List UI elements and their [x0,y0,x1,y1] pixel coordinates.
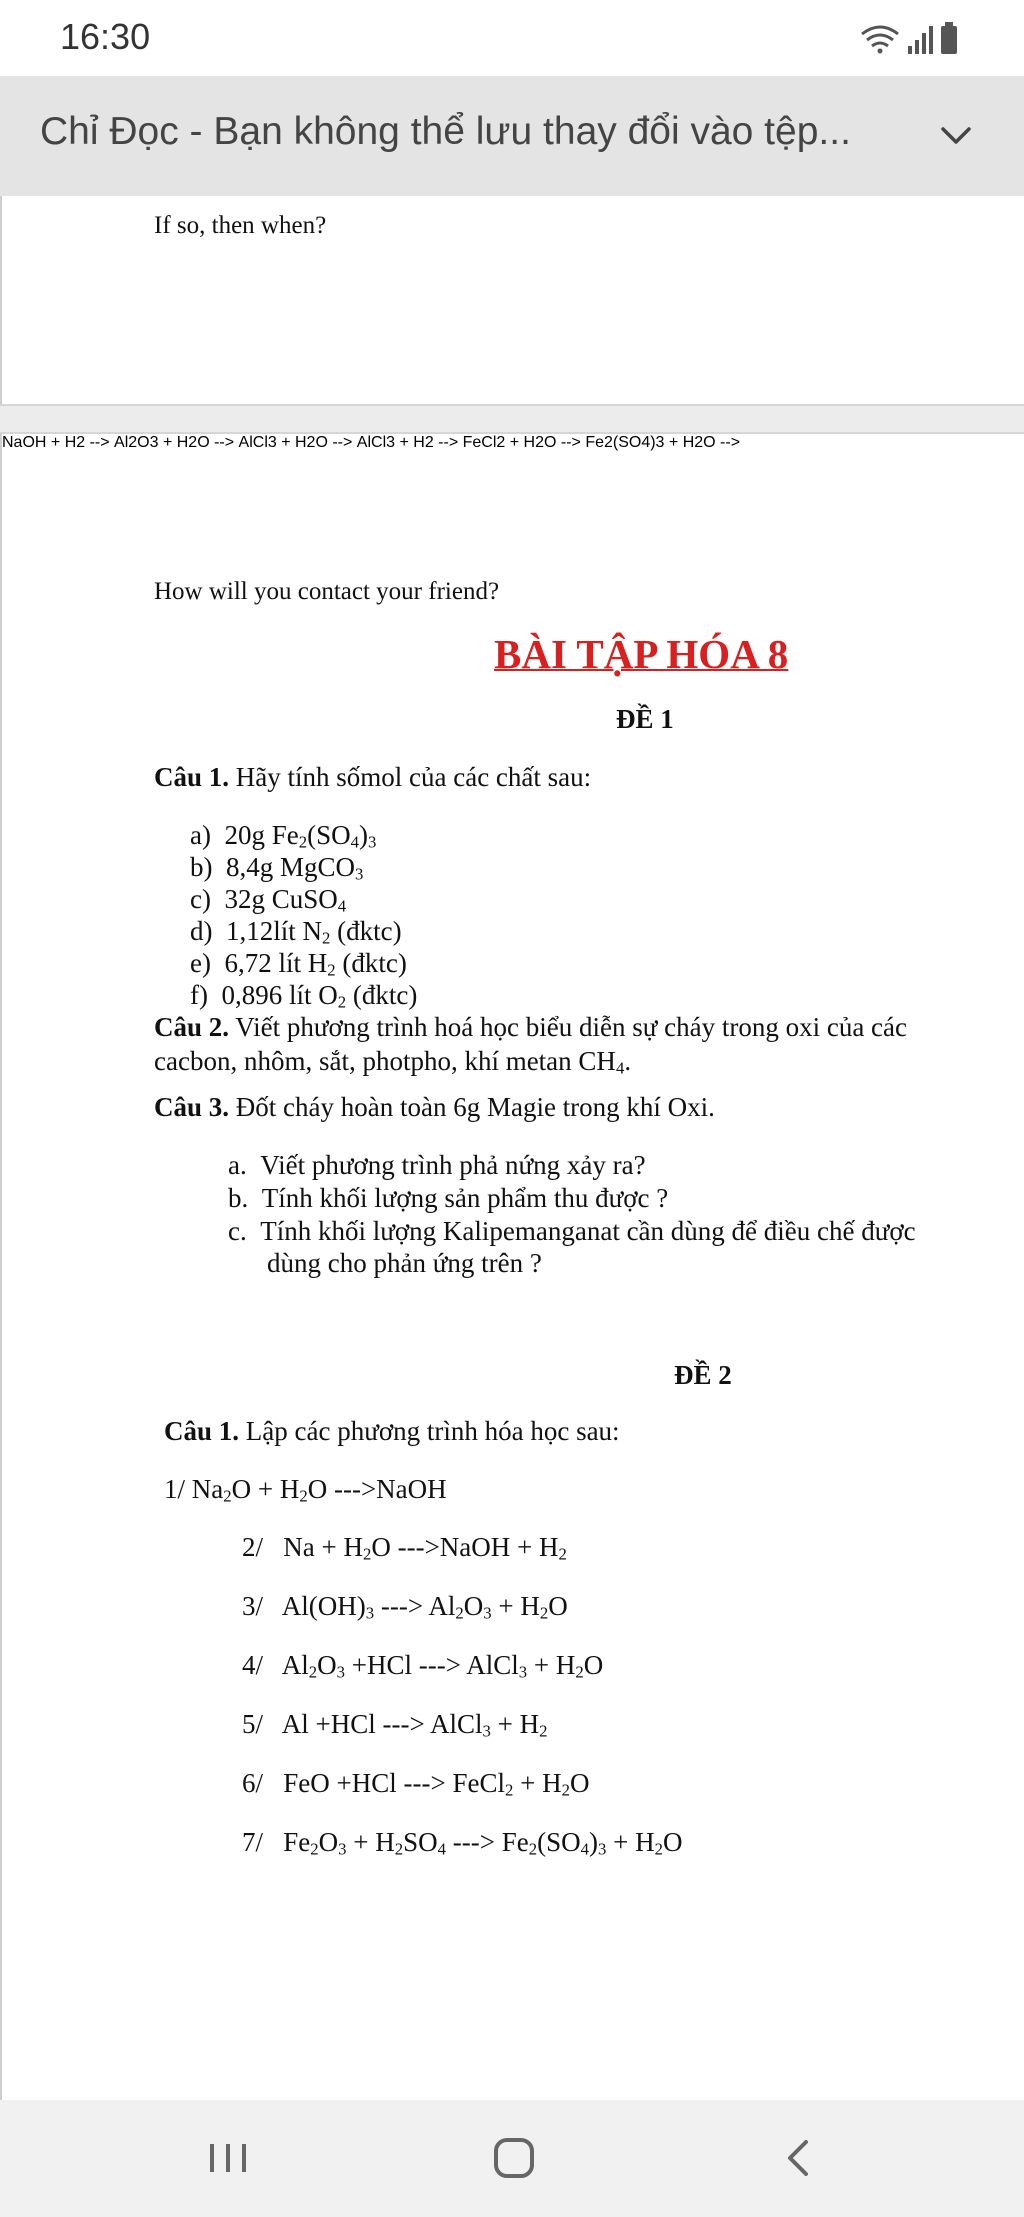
equation-text: O [569,1768,590,1798]
de1-cau2-text: Viết phương trình hoá học biểu diễn sự cháy trong oxi của các [229,1012,908,1042]
equation-text: O --->NaOH [307,1474,447,1504]
de1-cau2-line1 [154,1012,907,1043]
list-item [228,1150,646,1181]
subscript: 3 [368,832,377,852]
subscript: 4 [350,832,359,852]
status-icons [856,18,968,58]
subscript: 2 [394,1839,404,1859]
subscript: 3 [336,1662,346,1682]
list-marker: a) [190,820,211,850]
list-text: Viết phương trình phả nứng xảy ra? [260,1150,646,1180]
page1-text: If so, then when? [154,212,327,239]
list-item [190,884,346,915]
de1-cau2-label: Câu 2. [154,1012,230,1042]
list-item [190,948,407,979]
equation-text: O [662,1827,683,1857]
subscript: 4 [615,1058,625,1078]
equation-text: + H [490,1709,540,1739]
document-viewer[interactable] [0,196,1024,2100]
equation-text: Fe [283,1827,311,1857]
subscript: 3 [338,1839,347,1859]
equation-text: FeO +HCl ---> FeCl [283,1768,505,1798]
battery-icon [941,22,957,54]
subscript: 2 [308,1662,318,1682]
equation-text: SO [403,1827,438,1857]
de1-cau1 [154,762,591,793]
equation-number: 3/ [242,1591,264,1621]
list-marker: b. [228,1183,249,1213]
list-item-continuation: dùng cho phản ứng trên ? [267,1248,542,1278]
subscript: 2 [223,1486,232,1506]
subscript: 2 [299,1486,308,1506]
subscript: 2 [362,1544,372,1564]
subscript: 3 [483,1603,492,1623]
list-item [228,1216,916,1247]
subscript: 2 [558,1544,567,1564]
subscript: 2 [298,832,308,852]
subscript: 3 [518,1662,528,1682]
intro-question: How will you contact your friend? [154,578,500,605]
equation-6 [242,1768,589,1799]
list-text: 32g CuSO [224,884,338,914]
list-text: Tính khối lượng Kalipemanganat cần dùng để điều chế được [260,1216,916,1246]
equation-1 [164,1474,447,1505]
equation-text: + H [606,1827,655,1857]
equation-number: 1/ [164,1474,186,1504]
read-only-title: Chỉ Đọc - Bạn không thể lưu thay đổi vào tệp... [40,110,851,153]
equation-text: O [317,1650,337,1680]
home-icon[interactable] [482,2128,546,2188]
subscript: 4 [337,896,347,916]
equation-text: O [318,1827,339,1857]
list-marker: f) [190,980,208,1010]
list-item [190,820,376,851]
equation-text: O + H [231,1474,300,1504]
equation-text: + H [491,1591,540,1621]
list-marker: b) [190,852,213,882]
subscript: 2 [528,1839,538,1859]
equation-text: ---> Al [374,1591,456,1621]
document-title: BÀI TẬP HÓA 8 [494,631,789,677]
equation-text: (SO [537,1827,581,1857]
subscript: 2 [337,992,347,1012]
equation-text: O [548,1591,568,1621]
de1-cau2-line2 [154,1046,631,1077]
wifi-icon [862,27,898,54]
subscript: 2 [327,960,336,980]
subscript: 2 [539,1721,548,1741]
subscript: 2 [654,1839,663,1859]
list-item [190,852,363,883]
list-text: ) [359,820,368,850]
equation-text: O [463,1591,484,1621]
subscript: 3 [482,1721,491,1741]
equation-number: 4/ [242,1650,264,1680]
list-marker: d) [190,916,213,946]
de1-heading: ĐỀ 1 [616,704,674,734]
document-page-2: How will you contact your friend? BÀI TẬP HÓA 8 ĐỀ 1 Câu 1. Hãy tính sốmol của các chất sau: a) 20g $Fe_2(SO_4)_3$ b) 8,4g MgCO$_3$ c) 32g CuSO$_4$ d) 1,12lít $N_2$ (đktc) e) 6,72 lít $H_2$ (đktc) f) 0,896 lít $O_2$ (đktc) Câu 2. Viết phương trình hoá học biểu diễn sự cháy trong oxi của các cacbon, nhôm, sắt, photpho, khí metan $CH_4$. Câu 3. Đốt cháy hoàn toàn 6g Magie trong khí Oxi. a. Viết phương trình phả nứng xảy ra? b. Tính khối lượng sản phẩm thu được ? c. Tính khối lượng Kalipemanganat cần dùng để điều chế được dùng cho phản ứng trên ? ĐỀ 2 Câu 1. Lập các phương trình hóa học sau: 1/ $Na_2O + H_2O$ --->NaOH NaOH + H2 --> 2/ $Na + H_2O$ --->NaOH + $H_2$ Al2O3 + H2O --> 3/ $Al(OH)_3$ ---> $Al_2O_3 + H_2O$ AlCl3 + H2O --> 4/ $Al_2O_3 +HCl$ ---> AlCl$_3$ + $H_2O$ AlCl3 + H2 --> 5/ Al +HCl ---> AlCl$_3$ + $H_2$ FeCl2 + H2O --> 6/ FeO +HCl ---> FeCl$_2$ + $H_2O$ Fe2(SO4)3 + H2O --> 7/ $Fe_2O_3 + H_2SO_4$ ---> $Fe_2(SO_4)_3 + H_2O$ [0,432,1024,2100]
equation-text: +HCl ---> AlCl [345,1650,519,1680]
subscript: 2 [310,1839,319,1859]
equation-text: O --->NaOH + H [371,1532,559,1562]
equation-2 [242,1532,567,1563]
recent-apps-icon[interactable] [196,2128,260,2188]
subscript: 4 [437,1839,447,1859]
equation-text: ---> Fe [446,1827,529,1857]
list-item [190,916,402,947]
list-text: Tính khối lượng sản phẩm thu được ? [261,1183,669,1213]
de1-cau1-text: Hãy tính sốmol của các chất sau: [229,762,592,792]
equation-number: 7/ [242,1827,264,1857]
equation-text: Na [191,1474,224,1504]
de1-cau1-label: Câu 1. [154,762,230,792]
equation-number: 5/ [242,1709,264,1739]
de2-cau1-text: Lập các phương trình hóa học sau: [239,1416,620,1446]
status-bar [0,0,1024,76]
subscript: 2 [539,1603,549,1623]
de1-cau2-text: . [624,1046,632,1076]
subscript: 2 [455,1603,464,1623]
subscript: 2 [575,1662,584,1682]
equation-number: 6/ [242,1768,264,1798]
equation-text: ) [588,1827,598,1857]
equation-text: O [583,1650,604,1680]
equation-7 [242,1827,682,1858]
subscript: 2 [504,1780,514,1800]
equation-number: 2/ [242,1532,264,1562]
de2-cau1-label: Câu 1. [164,1416,240,1446]
equation-text: + H [513,1768,562,1798]
subscript: 3 [355,864,364,884]
subscript: 3 [597,1839,607,1859]
list-text: 0,896 lít O [221,980,338,1010]
list-marker: c) [190,884,211,914]
list-marker: e) [190,948,211,978]
equation-text: + H [346,1827,395,1857]
list-item [228,1183,668,1214]
list-marker: c. [228,1216,247,1246]
list-item [190,980,417,1011]
document-page-1 [0,196,1024,406]
list-text: 1,12lít N [226,916,323,946]
subscript: 3 [365,1603,375,1623]
list-text: 20g Fe [224,820,299,850]
de2-heading: ĐỀ 2 [674,1360,732,1390]
list-marker: a. [228,1150,247,1180]
equation-text: Na + H [283,1532,363,1562]
signal-icon [908,26,933,54]
list-text: (đktc) [330,916,402,946]
equation-text: + H [527,1650,576,1680]
list-text: 8,4g MgCO [226,852,356,882]
equation-5 [242,1709,547,1740]
de1-cau3 [154,1092,715,1123]
equation-4 [242,1650,603,1681]
list-text: (đktc) [346,980,418,1010]
equation-text: Al +HCl ---> AlCl [281,1709,483,1739]
chevron-down-icon[interactable] [934,114,978,158]
back-icon[interactable] [768,2128,832,2188]
equation-text: Al [281,1650,309,1680]
list-text: (đktc) [335,948,407,978]
equation-3 [242,1591,568,1622]
list-text: 6,72 lít H [224,948,328,978]
system-nav-bar [0,2100,1024,2217]
subscript: 2 [561,1780,570,1800]
de1-cau3-label: Câu 3. [154,1092,230,1122]
equation-text: Al(OH) [281,1591,366,1621]
subscript: 2 [322,928,331,948]
de2-cau1 [164,1416,620,1447]
list-text: (SO [307,820,351,850]
de1-cau2-text: cacbon, nhôm, sắt, photpho, khí metan CH [154,1046,616,1076]
de1-cau3-text: Đốt cháy hoàn toàn 6g Magie trong khí Oxi. [229,1092,715,1122]
status-time: 16:30 [60,16,151,57]
read-only-banner[interactable] [0,76,1024,196]
subscript: 4 [580,1839,589,1859]
